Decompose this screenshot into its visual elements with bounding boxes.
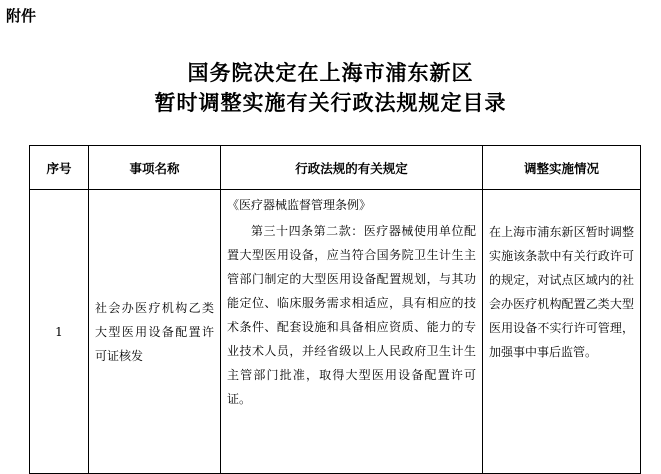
regulation-name: 《医疗器械监督管理条例》 (227, 198, 372, 212)
document-title-line2: 暂时调整实施有关行政法规规定目录 (154, 90, 507, 115)
header-regulation: 行政法规的有关规定 (221, 146, 483, 190)
row-adjustment: 在上海市浦东新区暂时调整实施该条款中有关行政许可的规定，对试点区域内的社会办医疗机构配置乙类大型医用设备不实行许可管理，加强事中事后监管。 (483, 190, 641, 474)
table-header-row (30, 146, 641, 190)
attachment-label: 附件 (6, 7, 37, 25)
regulation-catalog-table (29, 145, 641, 474)
header-adjustment: 调整实施情况 (483, 146, 641, 190)
table-row (30, 190, 641, 474)
header-index: 序号 (30, 146, 89, 190)
document-title-line1: 国务院决定在上海市浦东新区 (187, 60, 474, 85)
row-regulation (221, 190, 483, 474)
regulation-text: 第三十四条第二款：医疗器械使用单位配置大型医用设备，应当符合国务院卫生计生主管部门制定的大型医用设备配置规划，与其功能定位、临床服务需求相适应，具有相应的技术条件、配套设施和具备相应资质、能力的专业技术人员，并经省级以上人民政府卫生计生主管部门批准，取得大型医用设备配置许可证。 (227, 224, 476, 406)
header-item-name: 事项名称 (89, 146, 221, 190)
row-index: 1 (30, 190, 89, 474)
row-item-name: 社会办医疗机构乙类大型医用设备配置许可证核发 (89, 190, 221, 474)
